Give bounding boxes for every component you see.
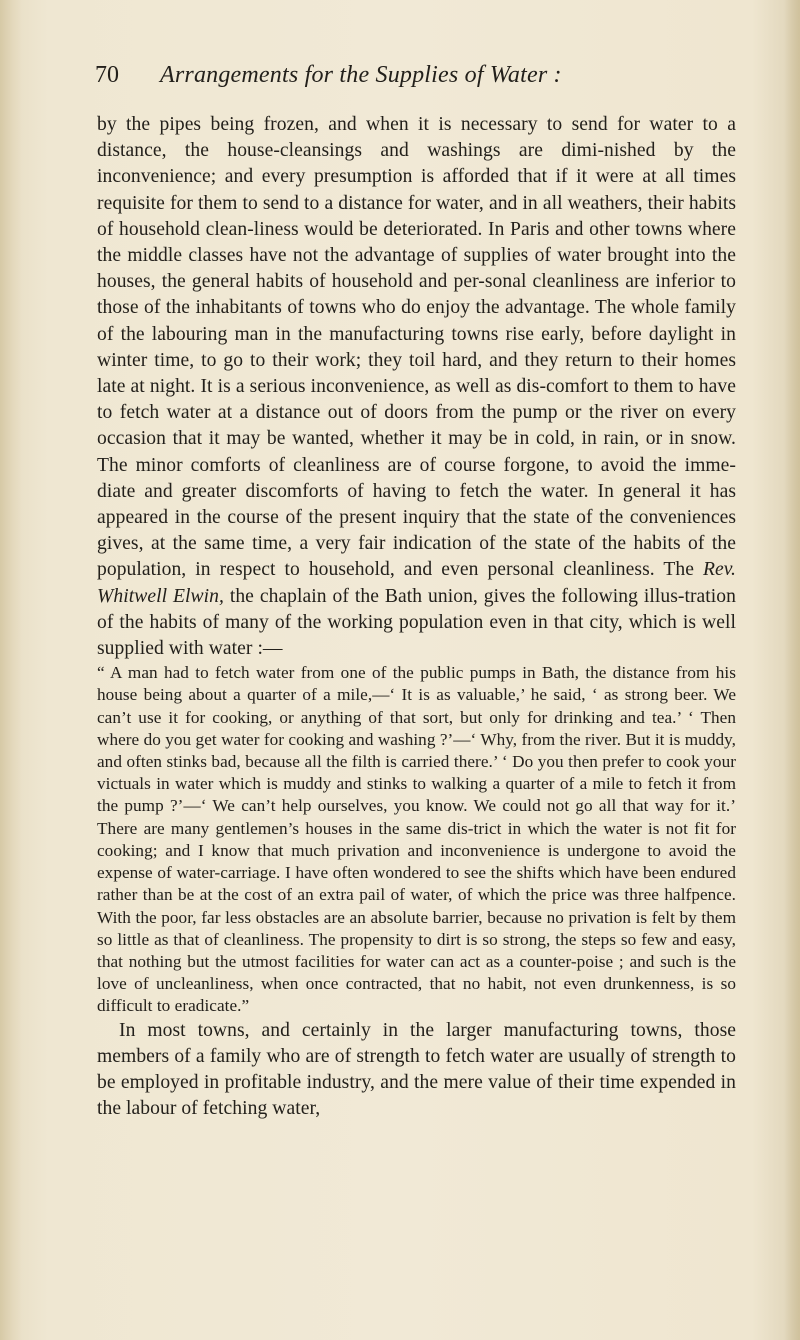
paragraph-1-text-b: the chaplain of the Bath union, gives the following illus-tration of the habits of many of the working population even in that city, which is well supplied with water :— (97, 585, 736, 660)
page-gutter-left (0, 0, 22, 1340)
paragraph-1-name: Rev. Whitwell Elwin, (97, 559, 736, 607)
paragraph-1 (97, 112, 736, 662)
page-edge-right (784, 0, 800, 1340)
page-number: 70 (95, 62, 119, 88)
paragraph-2: In most towns, and certainly in the larger manufacturing towns, those members of a family who are of strength to fetch water are usually of strength to be employed in profitable industry, and the mere value of their time expended in the labour of fetching water, (97, 1019, 736, 1120)
paragraph-1-text-a: by the pipes being frozen, and when it is necessary to send for water to a distance, the house-cleansings and washings are dimi-nished by the inconvenience; and every presumption is afforded that if it were at all times requisite for them to send to a distance for water, and in all weathers, their habits of household clean-liness would be deteriorated. In Paris and other towns where the middle classes have not the advantage of supplies of water brought into the houses, the general habits of household and per-sonal cleanliness are inferior to those of the inhabitants of towns who do enjoy the advantage. The whole family of the labouring man in the manufacturing towns rise early, before daylight in winter time, to go to their work; they toil hard, and they return to their homes late at night. It is a serious inconvenience, as well as dis-comfort to them to have to fetch water at a distance out of doors from the pump or the river on every occasion that it may be wanted, whether it may be in cold, in rain, or in snow. The minor comforts of cleanliness are of course forgone, to avoid the imme-diate and greater discomforts of having to fetch the water. In general it has appeared in the course of the present inquiry that the state of the conveniences gives, at the same time, a very fair indication of the state of the habits of the population, in respect to household, and even personal cleanliness. The (97, 114, 736, 581)
body-text (97, 112, 736, 1122)
page-header (95, 62, 735, 102)
quotation: “ A man had to fetch water from one of the public pumps in Bath, the distance from his house being about a quarter of a mile,—‘ It is as valuable,’ he said, ‘ as strong beer. We can’t use it for cooking, or anything of that sort, but only for drinking and tea.’ ‘ Then where do you get water for cooking and washing ?’—‘ Why, from the river. But it is muddy, and often stinks bad, because all the filth is carried there.’ ‘ Do you then prefer to cook your victuals in water which is muddy and stinks to walking a quarter of a mile to fetch it from the pump ?’—‘ We can’t help ourselves, you know. We could not go all that way for it.’ There are many gentlemen’s houses in the same dis-trict in which the water is not fit for cooking; and I know that much privation and inconvenience is undergone to avoid the expense of water-carriage. I have often wondered to see the shifts which have been endured rather than be at the cost of an extra pail of water, of which the price was three halfpence. With the poor, far less obstacles are an absolute barrier, because no privation is felt by them so little as that of cleanliness. The propensity to dirt is so strong, the steps so few and easy, that nothing but the utmost facilities for water can act as a counter-poise ; and such is the love of uncleanliness, when once contracted, that no habit, not even drunkenness, is so difficult to eradicate.” (97, 663, 736, 1016)
running-head: Arrangements for the Supplies of Water : (160, 62, 562, 88)
